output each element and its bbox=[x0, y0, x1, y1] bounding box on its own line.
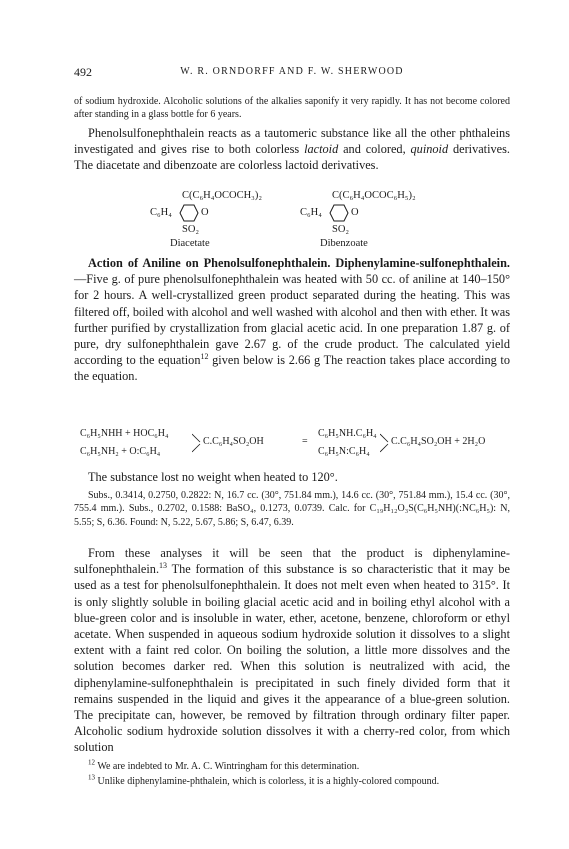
dibenzoate-structure bbox=[300, 190, 460, 250]
footnote-12: $^{12}$ We are indebted to Mr. A. C. Wintringham for this determination. bbox=[88, 758, 360, 772]
dibenzoate-so2: SO₂ bbox=[332, 224, 350, 235]
weight-loss-note: The substance lost no weight when heated to 120°. bbox=[88, 470, 338, 484]
diacetate-caption: Diacetate bbox=[170, 238, 210, 249]
footnote-ref-12: 12 bbox=[200, 352, 209, 362]
running-header bbox=[74, 65, 510, 81]
reactant-2: C₆H₅NH₂ + O:C₆H₄ bbox=[80, 446, 161, 457]
section-heading: Action of Aniline on Phenolsulfonephthalein. Diphenylamine-sulfonephthalein. bbox=[88, 256, 510, 270]
aniline-section-paragraph: Action of Aniline on Phenolsulfonephthalein. Diphenylamine-sulfonephthalein.—Five g. of pure phenolsulfonephthalein was heated with 50 cc. of aniline at 140–150° for 2 hours. A well-crystallized green product separated during the heating. This was filtered off, boiled with alcohol and well washed with alcohol and then with ether. It was further purified by crystallization from glacial acetic acid. In one preparation 1.87 g. of pure, dry sulfonephthalein gave 2.67 g. of the crude product. The calculated yield according to the equation$^{12}$ given below is 2.66 g The reaction takes place according to the equation. bbox=[74, 256, 510, 384]
dibenzoate-ring bbox=[329, 204, 349, 222]
product-core: C.C₆H₄SO₂OH + 2H₂O bbox=[391, 436, 486, 447]
reactant-core: C.C₆H₄SO₂OH bbox=[203, 436, 264, 447]
reactant-1: C₆H₅NHH + HOC₆H₄ bbox=[80, 428, 169, 439]
dibenzoate-top-group: C(C₆H₄OCOC₆H₅)₂ bbox=[332, 190, 416, 201]
reactant-bracket bbox=[192, 433, 202, 453]
equals-sign: = bbox=[302, 436, 308, 447]
dibenzoate-oxygen: O bbox=[351, 207, 359, 218]
quinoid-term: quinoid bbox=[410, 142, 449, 157]
diacetate-structure bbox=[150, 190, 290, 250]
footnote-ref-13: 13 bbox=[159, 561, 168, 571]
product-bracket bbox=[380, 433, 390, 453]
reaction-equation bbox=[80, 428, 510, 462]
page-number: 492 bbox=[74, 65, 92, 79]
diacetate-so2: SO₂ bbox=[182, 224, 200, 235]
lactoid-term: lactoid bbox=[304, 142, 339, 157]
diacetate-oxygen: O bbox=[201, 207, 209, 218]
continued-paragraph: of sodium hydroxide. Alcoholic solutions of the alkalies saponify it very rapidly. It has not become colored after standing in a glass bottle for 6 years. bbox=[74, 96, 510, 121]
running-head: W. R. ORNDORFF AND F. W. SHERWOOD bbox=[180, 66, 404, 77]
diacetate-top-group: C(C₆H₄OCOCH₃)₂ bbox=[182, 190, 262, 201]
footnote-13: $^{13}$ Unlike diphenylamine-phthalein, which is colorless, it is a highly-colored compound. bbox=[88, 773, 440, 787]
analysis-data: Subs., 0.3414, 0.2750, 0.2822: N, 16.7 cc. (30°, 751.84 mm.), 14.6 cc. (30°, 751.84 mm.), 15.4 cc. (30°, 755.4 mm.). Subs., 0.2702, 0.1588: BaSO₄, 0.1273, 0.0739. Calc. for C₁₉H₁₂O₃S(C₆H₅NH)(:NC₆H₅): N, 5.55; S, 6.36. Found: N, 5.22, 5.67, 5.86; S, 6.47, 6.39. bbox=[74, 490, 510, 528]
tautomeric-paragraph: Phenolsulfonephthalein reacts as a tautomeric substance like all the other phthaleins investigated and gives rise to both colorless lactoid and colored, quinoid derivatives. The diacetate and dibenzoate are colorless lactoid derivatives. bbox=[74, 126, 510, 173]
diacetate-ring bbox=[179, 204, 199, 222]
dibenzoate-left-group: C₆H₄ bbox=[300, 207, 322, 218]
product-2: C₆H₅N:C₆H₄ bbox=[318, 446, 370, 457]
dibenzoate-caption: Dibenzoate bbox=[320, 238, 368, 249]
diacetate-left-group: C₆H₄ bbox=[150, 207, 172, 218]
product-1: C₆H₅NH.C₆H₄ bbox=[318, 428, 377, 439]
discussion-paragraph: From these analyses it will be seen that the product is diphenylamine-sulfonephthalein.$^{13}$ The formation of this substance is so characteristic that it may be used as a test for phenolsulfonephthalein. It does not melt even when heated to 315°. It is only slightly soluble in boiling glacial acetic acid and in boiling ethyl alcohol with a blue-green color and is insoluble in water, ether, acetone, benzene, chloroform or ethyl acetate. When suspended in aqueous sodium hydroxide solution it dissolves to a slight extent with a faint red color. On boiling the solution, a little more dissolves and the solution becomes darker red. When this solution is neutralized with acid, the diphenylamine-sulfonephthalein is precipitated in such finely divided form that it remains suspended in the liquid and gives it the appearance of a blue-green solution. The precipitate can, however, be removed by filtration through ordinary filter paper. Alcoholic sodium hydroxide solution dissolves it with a cherry-red color, from which solution bbox=[74, 546, 510, 755]
